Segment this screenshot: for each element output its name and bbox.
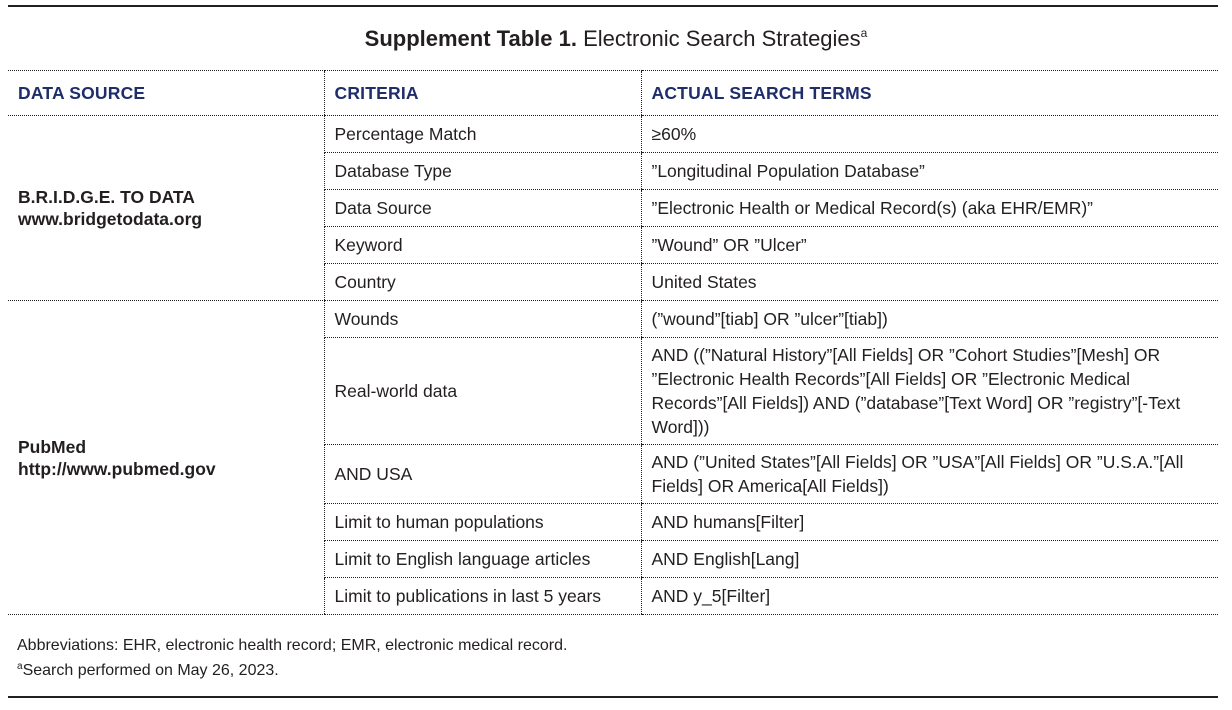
caption-title: Electronic Search Strategies xyxy=(583,26,861,51)
footnote-marker: a xyxy=(17,661,23,672)
criteria-cell: AND USA xyxy=(324,445,641,504)
source-cell-bridge xyxy=(8,116,324,301)
source-url: http://www.pubmed.gov xyxy=(18,458,216,479)
bottom-rule xyxy=(8,696,1218,698)
criteria-cell: Limit to human populations xyxy=(324,504,641,541)
table-caption xyxy=(0,24,1232,54)
terms-cell: AND ((”Natural History”[All Fields] OR ”Cohort Studies”[Mesh] OR ”Electronic Health Records”[All Fields] OR ”Electronic Medical Records”[All Fields]) AND (”database”[Text Word] OR ”registry”[-Text Word])) xyxy=(641,338,1218,445)
terms-cell: (”wound”[tiab] OR ”ulcer”[tiab]) xyxy=(641,301,1218,338)
terms-cell: AND (”United States”[All Fields] OR ”USA”[All Fields] OR ”U.S.A.”[All Fields] OR America[All Fields]) xyxy=(641,445,1218,504)
search-strategies-table xyxy=(8,70,1218,615)
terms-cell: ≥60% xyxy=(641,116,1218,153)
terms-cell: AND humans[Filter] xyxy=(641,504,1218,541)
abbreviations-note: Abbreviations: EHR, electronic health record; EMR, electronic medical record. xyxy=(17,637,568,654)
criteria-cell: Country xyxy=(324,264,641,301)
terms-cell: ”Wound” OR ”Ulcer” xyxy=(641,227,1218,264)
table-row xyxy=(8,116,1218,153)
caption-footnote-marker: a xyxy=(860,26,868,40)
header-criteria: CRITERIA xyxy=(324,71,641,116)
source-cell-pubmed xyxy=(8,301,324,615)
top-rule xyxy=(8,5,1218,7)
footnote-text: Search performed on May 26, 2023. xyxy=(22,662,279,679)
criteria-cell: Limit to English language articles xyxy=(324,541,641,578)
terms-cell: AND English[Lang] xyxy=(641,541,1218,578)
criteria-cell: Database Type xyxy=(324,153,641,190)
terms-cell: United States xyxy=(641,264,1218,301)
criteria-cell: Real-world data xyxy=(324,338,641,445)
table-row xyxy=(8,301,1218,338)
criteria-cell: Percentage Match xyxy=(324,116,641,153)
terms-cell: ”Electronic Health or Medical Record(s) (aka EHR/EMR)” xyxy=(641,190,1218,227)
header-row xyxy=(8,71,1218,116)
source-url: www.bridgetodata.org xyxy=(18,209,203,229)
source-name: B.R.I.D.G.E. TO DATA xyxy=(18,187,195,207)
header-actual-search-terms: ACTUAL SEARCH TERMS xyxy=(641,71,1218,116)
caption-label: Supplement Table 1. xyxy=(364,26,577,51)
criteria-cell: Limit to publications in last 5 years xyxy=(324,578,641,615)
criteria-cell: Keyword xyxy=(324,227,641,264)
table-footnotes xyxy=(17,633,567,683)
source-name: PubMed xyxy=(18,436,87,457)
criteria-cell: Wounds xyxy=(324,301,641,338)
terms-cell: ”Longitudinal Population Database” xyxy=(641,153,1218,190)
header-data-source: DATA SOURCE xyxy=(8,71,324,116)
terms-cell: AND y_5[Filter] xyxy=(641,578,1218,615)
criteria-cell: Data Source xyxy=(324,190,641,227)
search-date-note xyxy=(17,658,567,683)
